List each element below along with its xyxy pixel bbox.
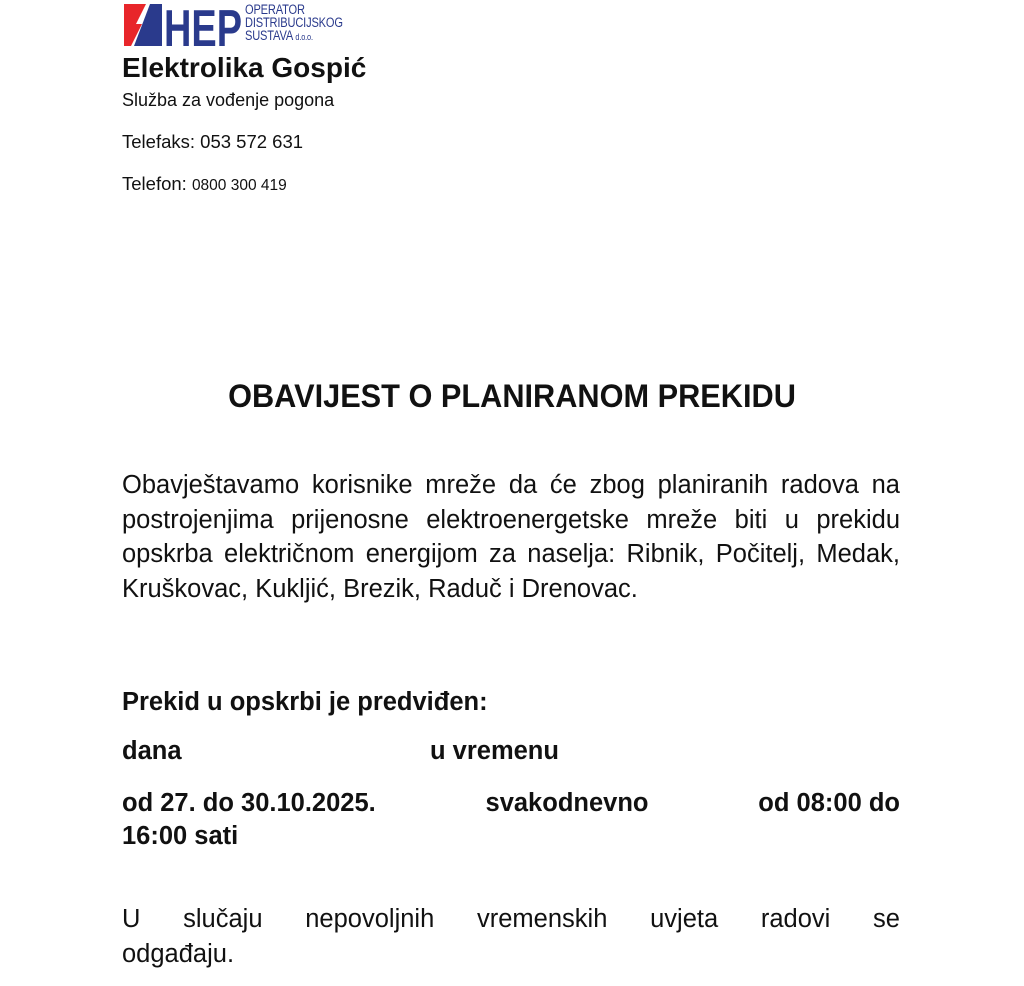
fax-label: Telefaks: [122,131,196,152]
notice-title: OBAVIJEST O PLANIRANOM PREKIDU [228,378,796,414]
logo-subtitle-line: OPERATOR [245,2,305,17]
logo-brand-text: HEP [164,2,242,48]
disclaimer-word: slučaju [183,905,263,933]
disclaimer-word: uvjeta [650,905,719,933]
schedule-time-label: u vremenu [430,737,559,765]
phone-number: 0800 300 419 [191,177,287,194]
weather-disclaimer [122,902,900,972]
fax-number: 053 572 631 [200,131,304,152]
schedule-frequency: svakodnevno [485,789,649,817]
disclaimer-word: se [873,905,900,933]
fax-line [122,131,303,153]
disclaimer-word: radovi [760,905,831,933]
schedule-details [122,787,900,853]
notice-body: Obavještavamo korisnike mreže da će zbog planiranih radova na postrojenjima prijenosne elektroenergetske mreže biti u prekidu opskrba električnom energijom za naselja: Ribnik, Počitelj, Medak, Kruškovac, Kukljić, Brezik, Raduč i Drenovac. [122,471,900,603]
logo-subtitle-word: SUSTAVA [245,28,293,43]
disclaimer-word: odgađaju. [122,940,235,968]
logo-subtitle-line [245,29,343,44]
schedule-time-end: 16:00 sati [122,822,239,850]
disclaimer-word: nepovoljnih [305,905,435,933]
logo-subtitle-line: DISTRIBUCIJSKOG [245,15,343,30]
schedule-time-start: od 08:00 do [758,789,900,817]
disclaimer-word: vremenskih [477,905,608,933]
phone-label: Telefon: [122,173,187,194]
hep-logo [122,2,364,48]
logo-suffix: d.o.o. [295,32,313,42]
phone-line [122,173,287,195]
schedule-heading: Prekid u opskrbi je predviđen: [122,688,488,716]
schedule-day-label: dana [122,737,182,765]
schedule-date-range: od 27. do 30.10.2025. [122,789,376,817]
disclaimer-word: U [122,905,141,933]
organization-name: Elektrolika Gospić [122,52,367,83]
department-name: Služba za vođenje pogona [122,90,335,110]
logo-subtitle [245,3,343,44]
hep-logo-mark [122,2,242,48]
